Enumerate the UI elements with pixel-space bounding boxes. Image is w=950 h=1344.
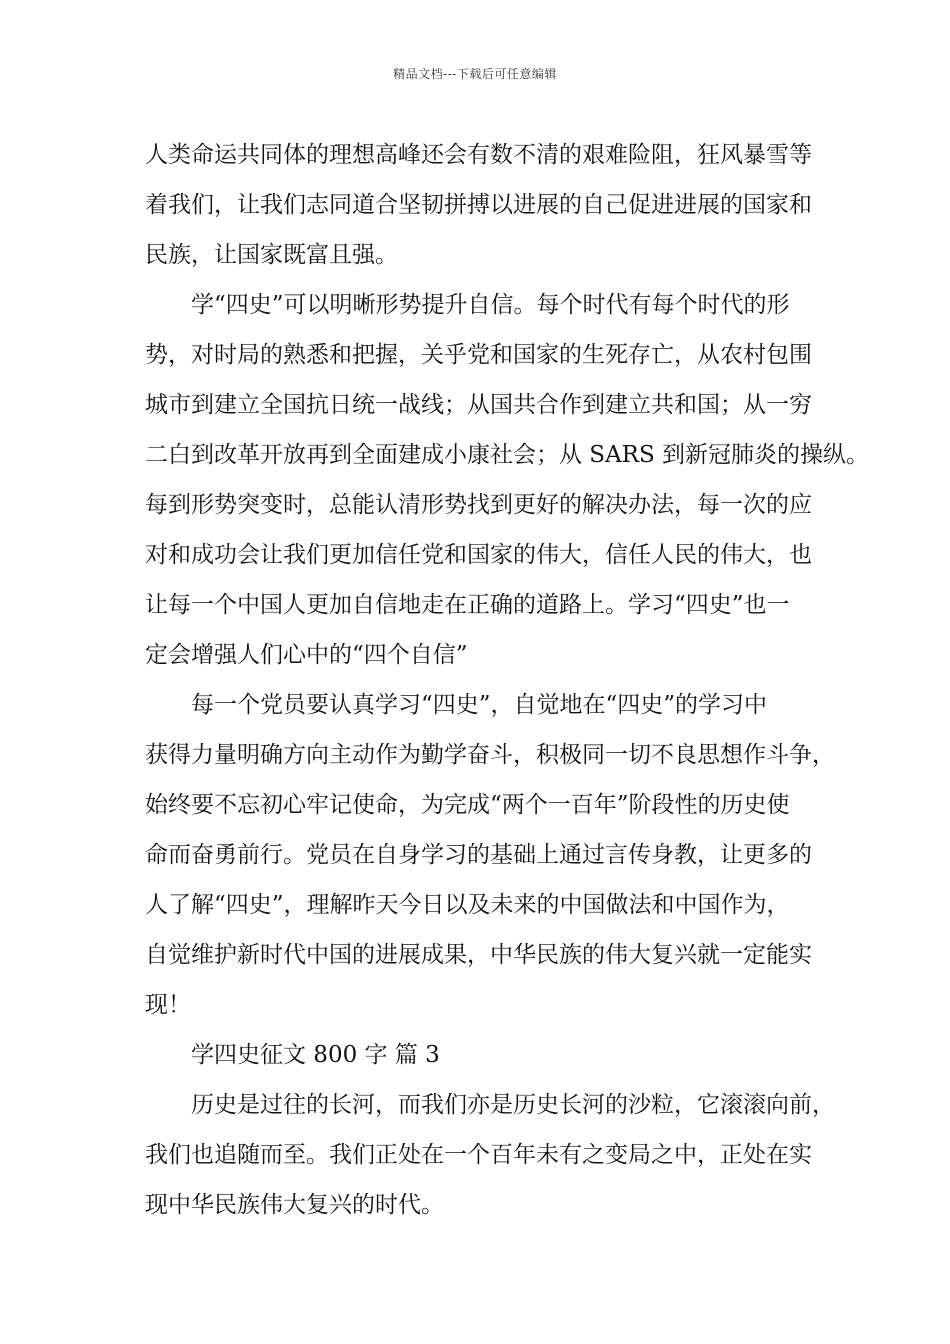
text-line: 获得力量明确方向主动作为勤学奋斗，积极同一切不良思想作斗争， (145, 742, 835, 768)
paragraph-start-line: 每一个党员要认真学习“四史”，自觉地在“四史”的学习中 (191, 692, 768, 718)
text-line: 对和成功会让我们更加信任党和国家的伟大，信任人民的伟大，也 (145, 542, 812, 568)
text-line: 自觉维护新时代中国的进展成果，中华民族的伟大复兴就一定能实 (145, 942, 812, 968)
text-line: 始终要不忘初心牢记使命，为完成“两个一百年”阶段性的历史使 (145, 792, 790, 818)
text-line: 让每一个中国人更加自信地走在正确的道路上。学习“四史”也一 (145, 592, 790, 618)
text-line: 现！ (145, 992, 191, 1018)
text-line: 每到形势突变时，总能认清形势找到更好的解决办法，每一次的应 (145, 492, 812, 518)
paragraph-start-line: 历史是过往的长河，而我们亦是历史长河的沙粒，它滚滚向前， (191, 1092, 835, 1118)
text-line: 民族，让国家既富且强。 (145, 242, 398, 268)
text-line: 二白到改革开放再到全面建成小康社会；从 SARS 到新冠肺炎的操纵。 (145, 442, 870, 468)
paragraph-start-line: 学“四史”可以明晰形势提升自信。每个时代有每个时代的形 (191, 292, 790, 318)
text-line: 命而奋勇前行。党员在自身学习的基础上通过言传身教，让更多的 (145, 842, 812, 868)
text-line: 我们也追随而至。我们正处在一个百年未有之变局之中，正处在实 (145, 1142, 812, 1168)
text-line: 定会增强人们心中的“四个自信” (145, 642, 468, 668)
section-heading: 学四史征文 800 字 篇 3 (191, 1042, 440, 1068)
text-line: 现中华民族伟大复兴的时代。 (145, 1192, 444, 1218)
page-header: 精品文档---下载后可任意编辑 (393, 67, 557, 81)
text-line: 势，对时局的熟悉和把握，关乎党和国家的生死存亡，从农村包围 (145, 342, 812, 368)
text-line: 人类命运共同体的理想高峰还会有数不清的艰难险阻，狂风暴雪等 (145, 142, 812, 168)
body-text (145, 130, 870, 1230)
text-line: 人了解“四史”，理解昨天今日以及未来的中国做法和中国作为， (145, 892, 790, 918)
text-line: 城市到建立全国抗日统一战线；从国共合作到建立共和国；从一穷 (145, 392, 812, 418)
text-line: 着我们，让我们志同道合坚韧拼搏以进展的自己促进进展的国家和 (145, 192, 812, 218)
